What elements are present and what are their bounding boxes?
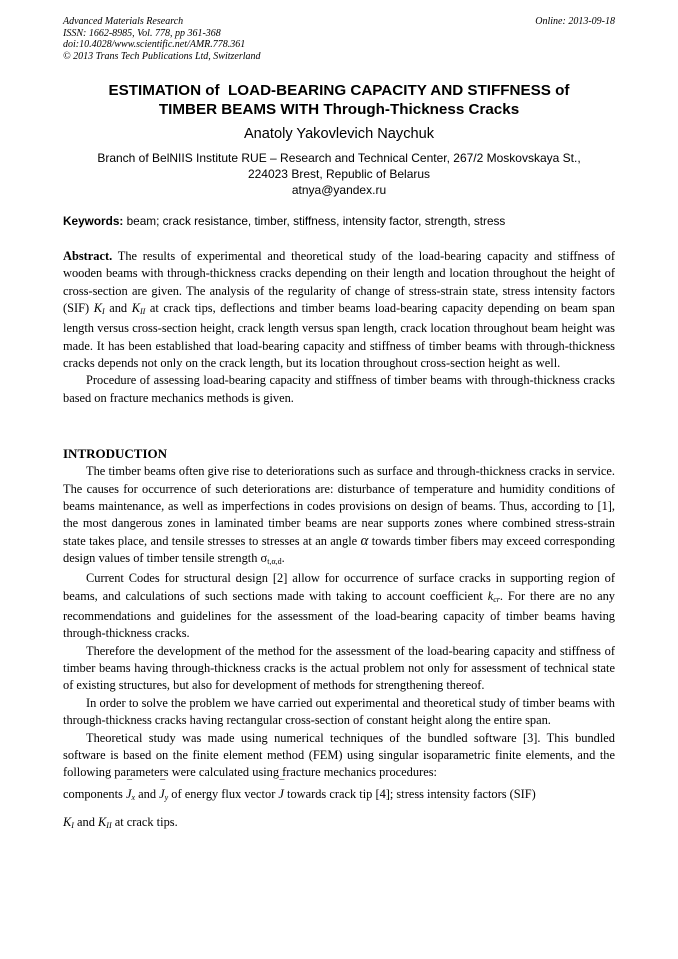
issn-line: ISSN: 1662-8985, Vol. 778, pp 361-368 [63, 27, 221, 39]
abstract-and: and [104, 301, 132, 316]
copyright-line: © 2013 Trans Tech Publications Ltd, Switzerland [63, 50, 261, 62]
abstract-paragraph-2: Procedure of assessing load-bearing capacity and stiffness of timber beams with through-thickness cracks based on fracture mechanics methods is given. [63, 373, 615, 405]
symbol-k1: $K_I$ [93, 301, 105, 317]
intro-paragraph-2: Current Codes for structural design [2] allow for occurrence of surface cracks in supporting region of beams, and calculations of such sections made with taking to account coefficient $k_{cr}$. For there are no any recommendations and guidelines for the assessment of the load-bearing capacity of timber beams having through-thickness cracks. [63, 571, 615, 641]
abstract-text-b: at crack tips, deflections and timber beams load-bearing capacity depending on beam span length versus cross-section height, crack length versus span length, crack location throughout beam height was made. It has been established that load-bearing capacity and stiffness of timber beams with through-thickness cracks depends not only on the crack length, but its location throughout cross-section height as well. [63, 301, 616, 371]
introduction-section [63, 445, 615, 838]
symbol-jy: ¯ $J_y$ [159, 782, 168, 810]
journal-name: Advanced Materials Research [63, 16, 184, 27]
abstract-label: Abstract. [63, 249, 113, 263]
abstract-text-a: The results of experimental and theoretical study of the load-bearing capacity and stiffness of wooden beams with through-thickness cracks depending on their length and location throughout the height of cross-section are given. The analysis of the regularity of change of stress-strain state, stress intensity factors (SIF) [63, 249, 615, 316]
author-name: Anatoly Yakovlevich Naychuk [243, 126, 435, 142]
intro-paragraph-4: In order to solve the problem we have carried out experimental and theoretical study of timber beams with through-thickness cracks having rectangular cross-section of constant height along the entire span. [63, 695, 615, 728]
section-heading-introduction: INTRODUCTION [63, 446, 168, 461]
affiliation-line-1: Branch of BelNIIS Institute RUE – Research and Technical Center, 267/2 Moskovskaya St., [97, 151, 581, 165]
symbol-sigma: $\sigma_{t,\alpha,d}$ [260, 551, 282, 567]
paper-title [40, 81, 638, 119]
symbol-jx: ¯ $J_x$ [126, 782, 135, 810]
doi-line: doi:10.4028/www.scientific.net/AMR.778.361 [63, 39, 246, 51]
keywords-label: Keywords: [63, 214, 124, 228]
online-date: Online: 2013-09-18 [535, 16, 615, 27]
symbol-alpha: α [360, 532, 369, 549]
affiliation-line-2: 224023 Brest, Republic of Belarus [247, 167, 431, 181]
symbol-k1-intro: $K_I$ [63, 814, 74, 830]
symbol-k2: $K_{II}$ [131, 301, 146, 317]
author-email: atnya@yandex.ru [291, 183, 387, 197]
intro-paragraph-1: The timber beams often give rise to deteriorations such as surface and through-thickness cracks in service. The causes for occurrence of such deteriorations are: disturbance of temperature and humidity conditions of beams maintenance, as well as imperfections in codes provisions on design of beams. Thus, according to [1], the most dangerous zones in laminated timber beams are near supports zones where combined stress-strain state takes place, and tensile stresses to stresses at an angle α towards timber fibers may exceed corresponding design values of timber tensile strength $\sigma_{t,\alpha,d}$. [63, 464, 615, 567]
symbol-j: ¯ J [278, 782, 284, 806]
journal-header [63, 16, 615, 62]
affiliation [70, 150, 608, 198]
intro-paragraph-5: Theoretical study was made using numerical techniques of the bundled software [3]. This bundled software is based on the finite element method (FEM) using singular isoparametric finite elements, and the following parameters were calculated using fracture mechanics procedures: [63, 730, 615, 780]
keywords-text: beam; crack resistance, timber, stiffness, intensity factor, strength, stress [123, 214, 506, 228]
intro-paragraph-3: Therefore the development of the method for the assessment of the load-bearing capacity and stiffness of timber beams having through-thickness cracks is the actual problem not only for assessment of technical state of existing structures, but also for development of methods for strengthening thereof. [63, 643, 615, 693]
keywords [63, 214, 623, 229]
symbol-kcr: $k_{cr}$ [487, 588, 500, 604]
abstract-paragraph-1 [63, 248, 615, 372]
intro-paragraph-6: components ¯ $J_x$ and ¯ $J_y$ of energy flux vector ¯ J towards crack tip [4]; stress intensity factors (SIF) $K_I$ and $K_{II}$ at crack tips. [63, 782, 615, 838]
title-line-2: TIMBER BEAMS WITH Through-Thickness Cracks [158, 101, 520, 118]
abstract-section [63, 248, 615, 407]
symbol-k2-intro: $K_{II}$ [98, 814, 112, 830]
title-line-1: ESTIMATION of LOAD-BEARING CAPACITY AND STIFFNESS of [108, 82, 570, 99]
